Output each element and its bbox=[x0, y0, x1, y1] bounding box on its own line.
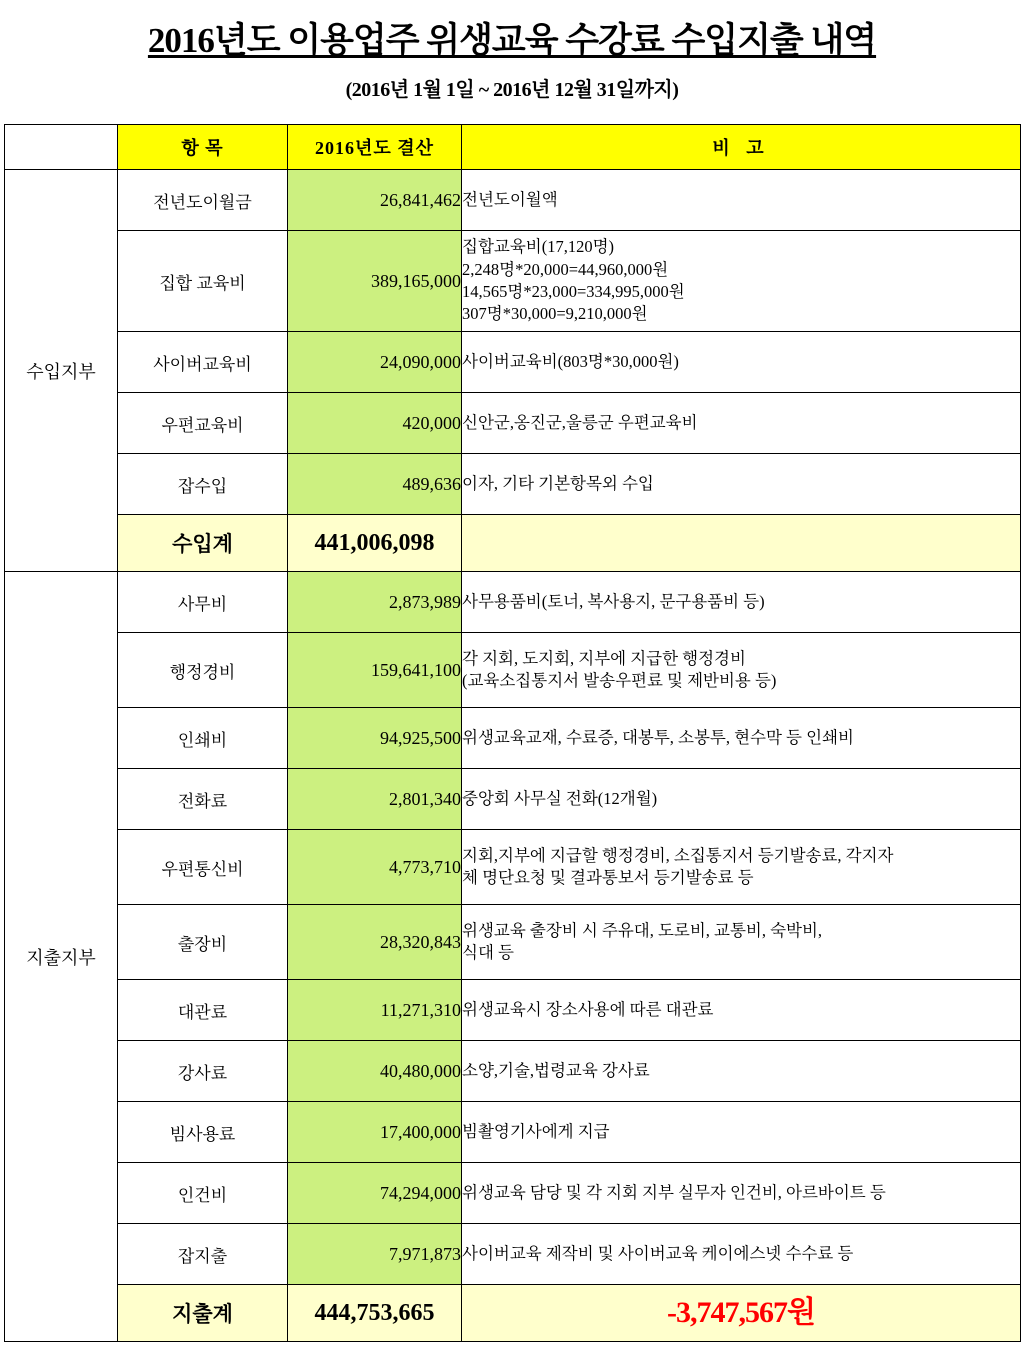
table-row bbox=[5, 980, 1021, 1041]
row-note: 사무용품비(토너, 복사용지, 문구용품비 등) bbox=[462, 572, 1021, 633]
table-header-row bbox=[5, 125, 1021, 170]
row-note: 지회,지부에 지급할 행정경비, 소집통지서 등기발송료, 각지자 체 명단요청 및 결과통보서 등기발송료 등 bbox=[462, 830, 1021, 905]
row-item: 대관료 bbox=[118, 980, 288, 1041]
row-item: 출장비 bbox=[118, 905, 288, 980]
table-row bbox=[5, 1041, 1021, 1102]
row-item: 집합 교육비 bbox=[118, 231, 288, 332]
row-amount: 4,773,710 bbox=[288, 830, 462, 905]
expense-total-row bbox=[5, 1285, 1021, 1342]
table-row bbox=[5, 572, 1021, 633]
table-row bbox=[5, 633, 1021, 708]
table-row bbox=[5, 454, 1021, 515]
table-row bbox=[5, 1102, 1021, 1163]
row-amount: 159,641,100 bbox=[288, 633, 462, 708]
row-item: 행정경비 bbox=[118, 633, 288, 708]
table-row bbox=[5, 170, 1021, 231]
row-note: 사이버교육 제작비 및 사이버교육 케이에스넷 수수료 등 bbox=[462, 1224, 1021, 1285]
income-total-note bbox=[462, 515, 1021, 572]
row-item: 잡수입 bbox=[118, 454, 288, 515]
page-title: 2016년도 이용업주 위생교육 수강료 수입지출 내역 bbox=[147, 21, 877, 60]
row-note: 위생교육 담당 및 각 지회 지부 실무자 인건비, 아르바이트 등 bbox=[462, 1163, 1021, 1224]
row-item: 사이버교육비 bbox=[118, 332, 288, 393]
table-row bbox=[5, 830, 1021, 905]
document-page bbox=[0, 13, 1024, 1355]
expense-total-label: 지출계 bbox=[118, 1285, 288, 1342]
income-expense-table bbox=[4, 124, 1021, 1342]
row-note: 소양,기술,법령교육 강사료 bbox=[462, 1041, 1021, 1102]
header-note: 비 고 bbox=[462, 125, 1021, 170]
row-item: 인쇄비 bbox=[118, 708, 288, 769]
row-amount: 26,841,462 bbox=[288, 170, 462, 231]
row-note: 위생교육시 장소사용에 따른 대관료 bbox=[462, 980, 1021, 1041]
table-row bbox=[5, 393, 1021, 454]
table-row bbox=[5, 332, 1021, 393]
row-amount: 17,400,000 bbox=[288, 1102, 462, 1163]
row-amount: 11,271,310 bbox=[288, 980, 462, 1041]
row-amount: 28,320,843 bbox=[288, 905, 462, 980]
row-item: 우편교육비 bbox=[118, 393, 288, 454]
table-row bbox=[5, 1163, 1021, 1224]
header-group-cell bbox=[5, 125, 118, 170]
row-note: 위생교육 출장비 시 주유대, 도로비, 교통비, 숙박비, 식대 등 bbox=[462, 905, 1021, 980]
row-item: 사무비 bbox=[118, 572, 288, 633]
row-note: 사이버교육비(803명*30,000원) bbox=[462, 332, 1021, 393]
table-row bbox=[5, 1224, 1021, 1285]
row-item: 잡지출 bbox=[118, 1224, 288, 1285]
row-item: 전화료 bbox=[118, 769, 288, 830]
row-amount: 74,294,000 bbox=[288, 1163, 462, 1224]
group-label-income: 수입지부 bbox=[5, 170, 118, 572]
row-amount: 389,165,000 bbox=[288, 231, 462, 332]
header-amount: 2016년도 결산 bbox=[288, 125, 462, 170]
page-subtitle: (2016년 1월 1일 ~ 2016년 12월 31일까지) bbox=[345, 79, 679, 101]
expense-total-amount: 444,753,665 bbox=[288, 1285, 462, 1342]
row-note: 집합교육비(17,120명) 2,248명*20,000=44,960,000원 14,565명*23,000=334,995,000원 307명*30,000=9,210,000원 bbox=[462, 231, 1021, 332]
row-amount: 7,971,873 bbox=[288, 1224, 462, 1285]
row-item: 인건비 bbox=[118, 1163, 288, 1224]
row-note: 중앙회 사무실 전화(12개월) bbox=[462, 769, 1021, 830]
row-amount: 420,000 bbox=[288, 393, 462, 454]
header-item: 항 목 bbox=[118, 125, 288, 170]
row-amount: 2,801,340 bbox=[288, 769, 462, 830]
row-note: 이자, 기타 기본항목외 수입 bbox=[462, 454, 1021, 515]
table-row bbox=[5, 769, 1021, 830]
balance-amount: -3,747,567원 bbox=[462, 1285, 1021, 1342]
row-amount: 40,480,000 bbox=[288, 1041, 462, 1102]
group-label-expense: 지출지부 bbox=[5, 572, 118, 1342]
row-note: 신안군,옹진군,울릉군 우편교육비 bbox=[462, 393, 1021, 454]
table-row bbox=[5, 905, 1021, 980]
row-note: 빔촬영기사에게 지급 bbox=[462, 1102, 1021, 1163]
income-total-amount: 441,006,098 bbox=[288, 515, 462, 572]
income-total-label: 수입계 bbox=[118, 515, 288, 572]
row-amount: 94,925,500 bbox=[288, 708, 462, 769]
row-note: 전년도이월액 bbox=[462, 170, 1021, 231]
row-item: 우편통신비 bbox=[118, 830, 288, 905]
row-note: 각 지회, 도지회, 지부에 지급한 행정경비 (교육소집통지서 발송우편료 및 제반비용 등) bbox=[462, 633, 1021, 708]
row-item: 빔사용료 bbox=[118, 1102, 288, 1163]
row-item: 전년도이월금 bbox=[118, 170, 288, 231]
row-amount: 2,873,989 bbox=[288, 572, 462, 633]
row-amount: 24,090,000 bbox=[288, 332, 462, 393]
income-total-row bbox=[5, 515, 1021, 572]
row-amount: 489,636 bbox=[288, 454, 462, 515]
row-note: 위생교육교재, 수료증, 대봉투, 소봉투, 현수막 등 인쇄비 bbox=[462, 708, 1021, 769]
row-item: 강사료 bbox=[118, 1041, 288, 1102]
table-row bbox=[5, 231, 1021, 332]
table-row bbox=[5, 708, 1021, 769]
